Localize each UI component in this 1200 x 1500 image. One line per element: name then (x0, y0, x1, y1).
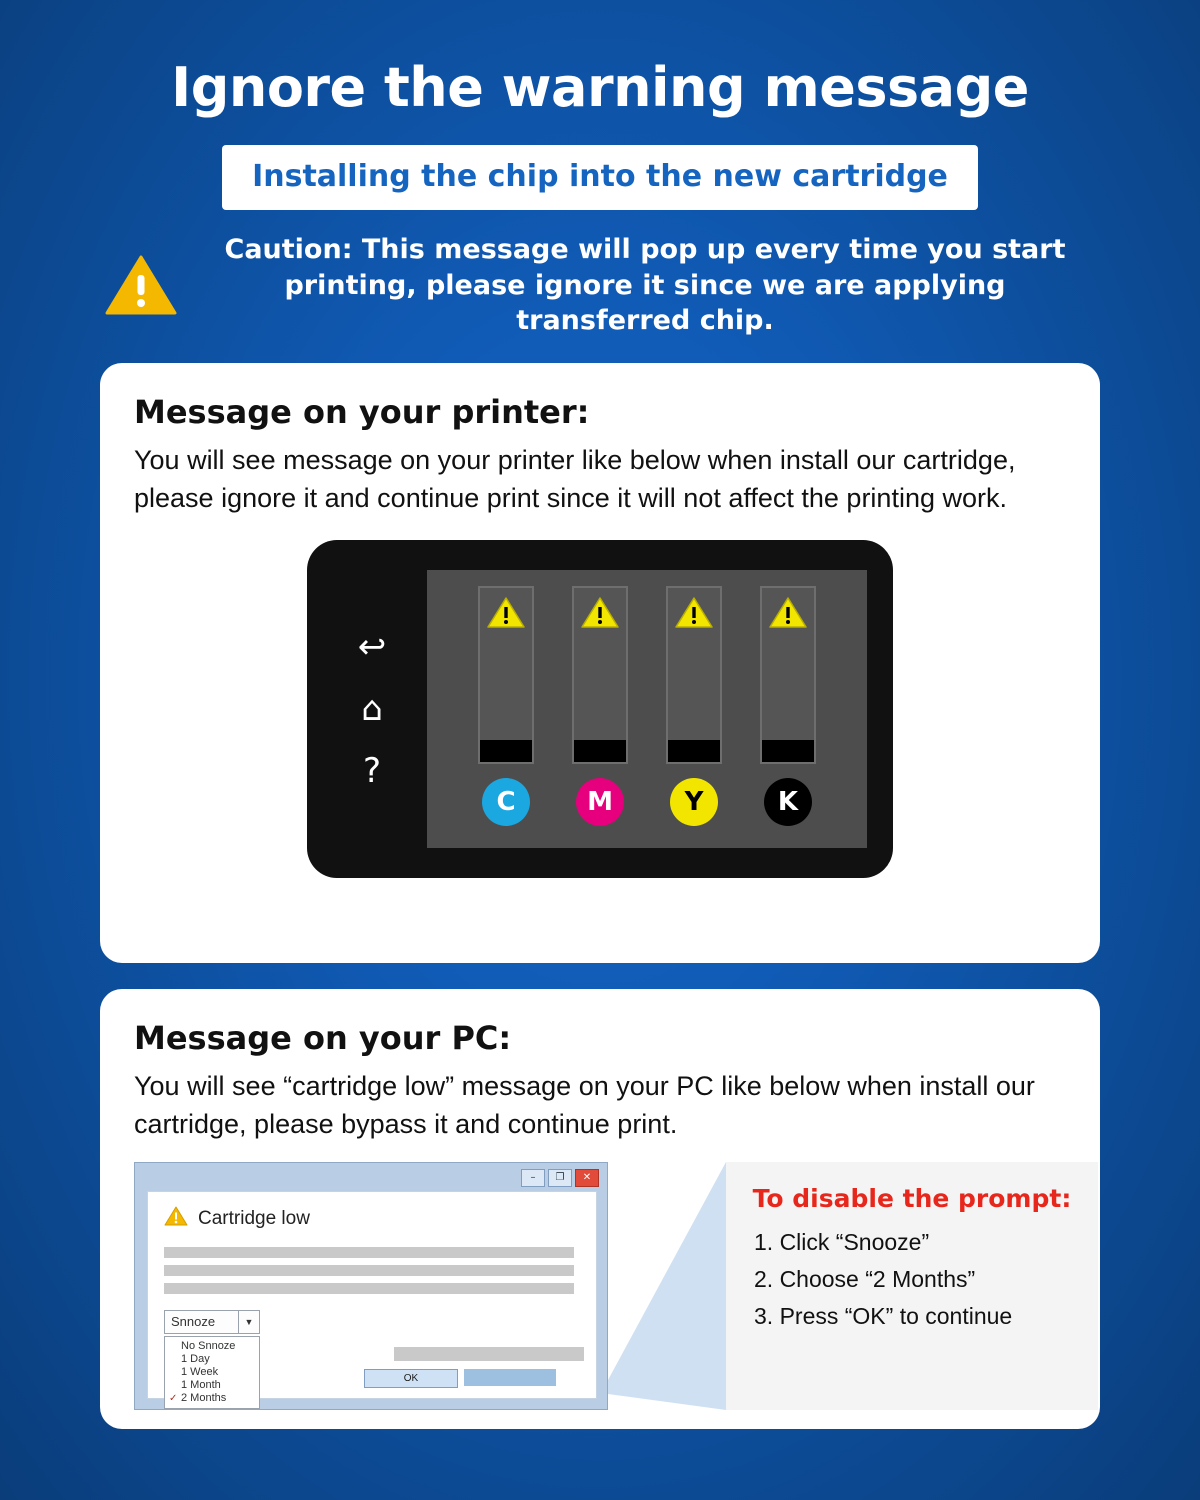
ink-tank (478, 586, 534, 764)
printer-side-buttons (317, 626, 427, 791)
printer-control-panel (307, 540, 893, 878)
zoom-funnel (608, 1162, 726, 1410)
page-title: Ignore the warning message (171, 56, 1029, 119)
warning-triangle-icon (580, 596, 620, 635)
ink-level (762, 740, 814, 762)
dialog-titlebar (141, 1169, 601, 1187)
home-icon[interactable]: ⌂ (361, 688, 383, 729)
warning-triangle-icon (486, 596, 526, 635)
subtitle-container (0, 145, 1200, 210)
printer-illustration (134, 540, 1066, 878)
snooze-option[interactable]: No Snnoze (181, 1339, 236, 1352)
pc-card-heading: Message on your PC: (134, 1018, 512, 1057)
ink-column-magenta (564, 586, 636, 826)
ink-level (574, 740, 626, 762)
dialog-alert-label: Cartridge low (198, 1207, 310, 1229)
warning-triangle-icon (768, 596, 808, 635)
ink-badge-cyan: C (482, 778, 530, 826)
pc-message-card (100, 989, 1100, 1429)
snooze-option[interactable]: 1 Month (181, 1378, 221, 1391)
close-icon[interactable]: ✕ (575, 1169, 599, 1187)
ink-column-black (752, 586, 824, 826)
maximize-icon[interactable]: ❐ (548, 1169, 572, 1187)
printer-card-body: You will see message on your printer like below when install our cartridge, please ignore it and continue print since it will not affect the printing work. (134, 444, 1016, 514)
pc-card-body: You will see “cartridge low” message on your PC like below when install our cartridge, please bypass it and continue print. (134, 1070, 1035, 1140)
placeholder-button[interactable] (464, 1369, 556, 1386)
pc-illustration (134, 1162, 1072, 1410)
placeholder-bar (394, 1347, 584, 1361)
ok-button[interactable]: OK (364, 1369, 458, 1388)
snooze-option[interactable]: 1 Day (181, 1352, 210, 1365)
caution-row (0, 232, 1200, 339)
minimize-icon[interactable]: – (521, 1169, 545, 1187)
ink-column-cyan (470, 586, 542, 826)
printer-message-card (100, 363, 1100, 963)
dialog-alert-row (148, 1192, 596, 1240)
tip-step-2: 2. Choose “2 Months” (754, 1265, 976, 1292)
warning-triangle-icon (105, 253, 177, 317)
ink-tank (760, 586, 816, 764)
placeholder-bar (164, 1247, 574, 1258)
ink-level (480, 740, 532, 762)
subtitle-banner: Installing the chip into the new cartridge (222, 145, 978, 210)
ink-badge-magenta: M (576, 778, 624, 826)
tip-step-3: 3. Press “OK” to continue (754, 1302, 1013, 1329)
disable-prompt-tip (726, 1162, 1098, 1410)
printer-card-heading: Message on your printer: (134, 392, 590, 431)
back-icon[interactable]: ↩ (357, 626, 387, 667)
snooze-select-value: Snnoze (171, 1314, 216, 1330)
ink-tank (572, 586, 628, 764)
snooze-options-list[interactable] (164, 1336, 260, 1409)
dialog-footer (334, 1347, 584, 1388)
printer-screen (427, 570, 867, 848)
placeholder-bar (164, 1265, 574, 1276)
tip-step-1: 1. Click “Snooze” (754, 1228, 930, 1255)
ink-badge-black: K (764, 778, 812, 826)
snooze-option[interactable]: 1 Week (181, 1365, 219, 1378)
caution-text: Caution: This message will pop up every time you start printing, please ignore it since we are applying transferred chip. (224, 234, 1066, 337)
snooze-option-selected[interactable]: ✓ 2 Months (165, 1392, 259, 1405)
ink-level (668, 740, 720, 762)
placeholder-bar (164, 1283, 574, 1294)
ink-column-yellow (658, 586, 730, 826)
dialog-button-row (364, 1369, 584, 1388)
cartridge-low-dialog (134, 1162, 608, 1410)
tip-title: To disable the prompt: (752, 1183, 1072, 1213)
chevron-down-icon[interactable]: ▼ (238, 1311, 259, 1333)
ink-badge-yellow: Y (670, 778, 718, 826)
dialog-body (147, 1191, 597, 1404)
snooze-select[interactable] (164, 1310, 260, 1334)
ink-tank (666, 586, 722, 764)
help-icon[interactable]: ? (362, 750, 382, 791)
warning-triangle-icon (674, 596, 714, 635)
warning-triangle-icon (164, 1206, 188, 1232)
